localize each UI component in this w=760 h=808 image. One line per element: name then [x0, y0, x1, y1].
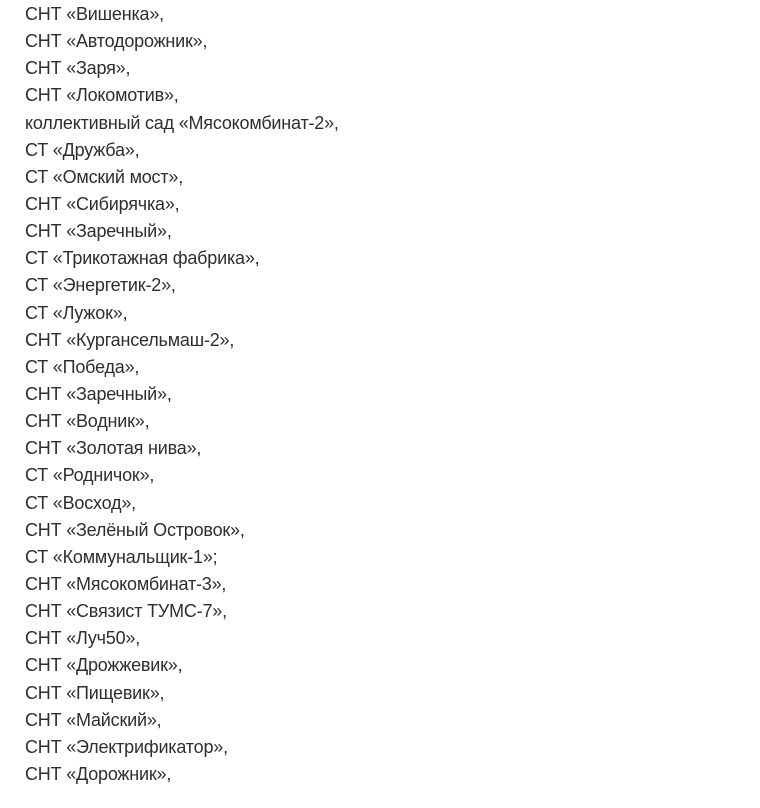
list-item: СТ «Трикотажная фабрика», [25, 248, 260, 269]
list-item: СНТ «Сибирячка», [25, 193, 180, 214]
list-item: СНТ «Мясокомбинат-3», [25, 573, 227, 594]
list-item: СНТ «Майский», [25, 709, 162, 730]
list-item: СТ «Лужок», [25, 302, 128, 323]
list-item: СНТ «Дорожник», [25, 763, 172, 784]
list-item: СНТ «Кургансельмаш-2», [25, 329, 235, 350]
list-item: СНТ «Заречный», [25, 221, 172, 242]
list-item: СНТ «Вишенка», [25, 4, 164, 24]
list-item: СТ «Коммунальщик-1»; [25, 546, 218, 567]
list-item: СТ «Энергетик-2», [25, 275, 176, 296]
list-item: СНТ «Связист ТУМС-7», [25, 601, 227, 622]
list-item: СНТ «Электрификатор», [25, 736, 228, 757]
list-item: СНТ «Водник», [25, 411, 150, 432]
list-item: СНТ «Золотая нива», [25, 438, 202, 459]
list-item: коллективный сад «Мясокомбинат-2», [25, 112, 339, 133]
list-item: СНТ «Заречный», [25, 383, 172, 404]
list-item: СНТ «Луч50», [25, 628, 141, 649]
garden-associations-list [25, 1, 339, 788]
list-item: СНТ «Зелёный Островок», [25, 519, 245, 540]
list-item: СТ «Родничок», [25, 465, 155, 486]
list-item: СНТ «Локомотив», [25, 85, 179, 106]
list-item: СНТ «Пищевик», [25, 682, 165, 703]
list-item: СТ «Победа», [25, 356, 140, 377]
list-item: СТ «Восход», [25, 492, 136, 513]
list-item: СТ «Омский мост», [25, 166, 184, 187]
list-item: СНТ «Автодорожник», [25, 31, 208, 52]
list-item: СНТ «Дрожжевик», [25, 655, 183, 676]
list-item: СТ «Дружба», [25, 139, 140, 160]
list-item: СНТ «Заря», [25, 58, 131, 79]
